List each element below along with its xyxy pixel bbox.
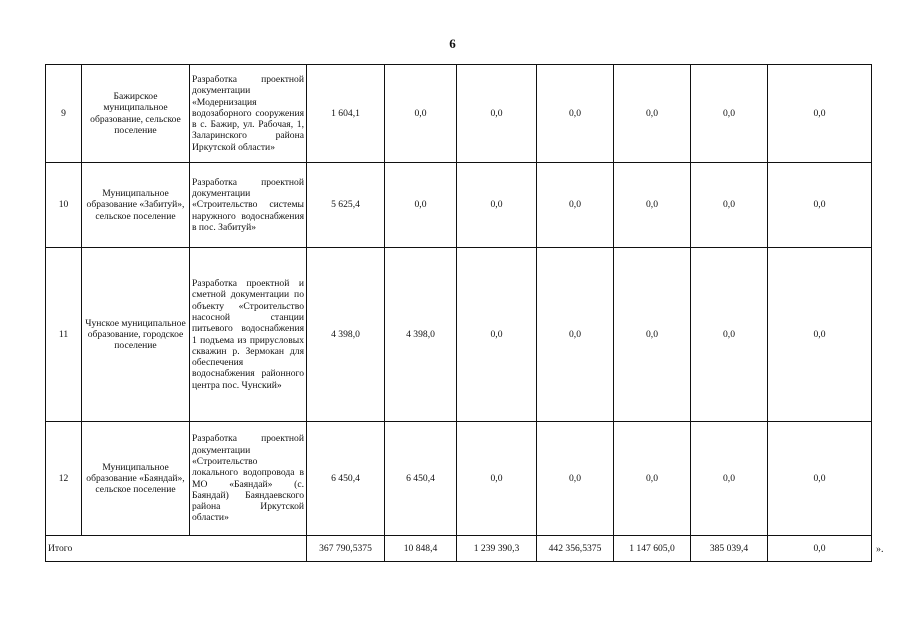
closing-quote-mark: ». (876, 544, 884, 555)
table-row (46, 422, 872, 536)
total-value-cell: 1 147 605,0 (614, 536, 691, 562)
value-cell: 0,0 (537, 163, 614, 248)
value-cell: 0,0 (457, 422, 537, 536)
value-cell: 5 625,4 (307, 163, 385, 248)
budget-table (45, 64, 872, 562)
description-cell: Разработка проектной и сметной документации по объекту «Строительство насосной станции питьевого водоснабжения 1 подъема из прирусловых скважин р. Зермокан для обеспечения водоснабжения районного центра пос. Чунский» (190, 248, 307, 422)
municipality-cell: Бажирское муниципальное образование, сельское поселение (82, 65, 190, 163)
value-cell: 0,0 (457, 163, 537, 248)
value-cell: 0,0 (537, 422, 614, 536)
table-row (46, 65, 872, 163)
page-number: 6 (449, 36, 456, 51)
value-cell: 0,0 (537, 65, 614, 163)
table-row (46, 163, 872, 248)
value-cell: 0,0 (457, 65, 537, 163)
total-value-cell: 0,0 (768, 536, 872, 562)
row-number: 9 (46, 65, 82, 163)
total-value-cell: 367 790,5375 (307, 536, 385, 562)
value-cell: 0,0 (691, 422, 768, 536)
value-cell: 1 604,1 (307, 65, 385, 163)
value-cell: 0,0 (768, 248, 872, 422)
municipality-cell: Муниципальное образование «Забитуй», сельское поселение (82, 163, 190, 248)
value-cell: 6 450,4 (385, 422, 457, 536)
value-cell: 0,0 (614, 248, 691, 422)
municipality-cell: Чунское муниципальное образование, городское поселение (82, 248, 190, 422)
value-cell: 0,0 (385, 65, 457, 163)
value-cell: 0,0 (768, 163, 872, 248)
value-cell: 0,0 (614, 65, 691, 163)
value-cell: 6 450,4 (307, 422, 385, 536)
value-cell: 0,0 (691, 248, 768, 422)
total-label: Итого (46, 536, 307, 562)
value-cell: 0,0 (614, 422, 691, 536)
description-cell: Разработка проектной документации «Модернизация водозаборного сооружения в с. Бажир, ул. Рабочая, 1, Заларинского района Иркутской области» (190, 65, 307, 163)
table-row (46, 248, 872, 422)
value-cell: 0,0 (537, 248, 614, 422)
value-cell: 0,0 (768, 65, 872, 163)
total-value-cell: 10 848,4 (385, 536, 457, 562)
municipality-cell: Муниципальное образование «Баяндай», сельское поселение (82, 422, 190, 536)
row-number: 11 (46, 248, 82, 422)
total-value-cell: 1 239 390,3 (457, 536, 537, 562)
value-cell: 0,0 (457, 248, 537, 422)
value-cell: 0,0 (691, 65, 768, 163)
value-cell: 0,0 (614, 163, 691, 248)
total-value-cell: 385 039,4 (691, 536, 768, 562)
total-value-cell: 442 356,5375 (537, 536, 614, 562)
description-cell: Разработка проектной документации «Строительство локального водопровода в МО «Баяндай» (с. Баяндай) Баяндаевского района Иркутской области» (190, 422, 307, 536)
value-cell: 0,0 (385, 163, 457, 248)
value-cell: 0,0 (691, 163, 768, 248)
row-number: 10 (46, 163, 82, 248)
total-row (46, 536, 872, 562)
value-cell: 4 398,0 (307, 248, 385, 422)
description-cell: Разработка проектной документации «Строительство системы наружного водоснабжения в пос. Забитуй» (190, 163, 307, 248)
value-cell: 0,0 (768, 422, 872, 536)
value-cell: 4 398,0 (385, 248, 457, 422)
row-number: 12 (46, 422, 82, 536)
